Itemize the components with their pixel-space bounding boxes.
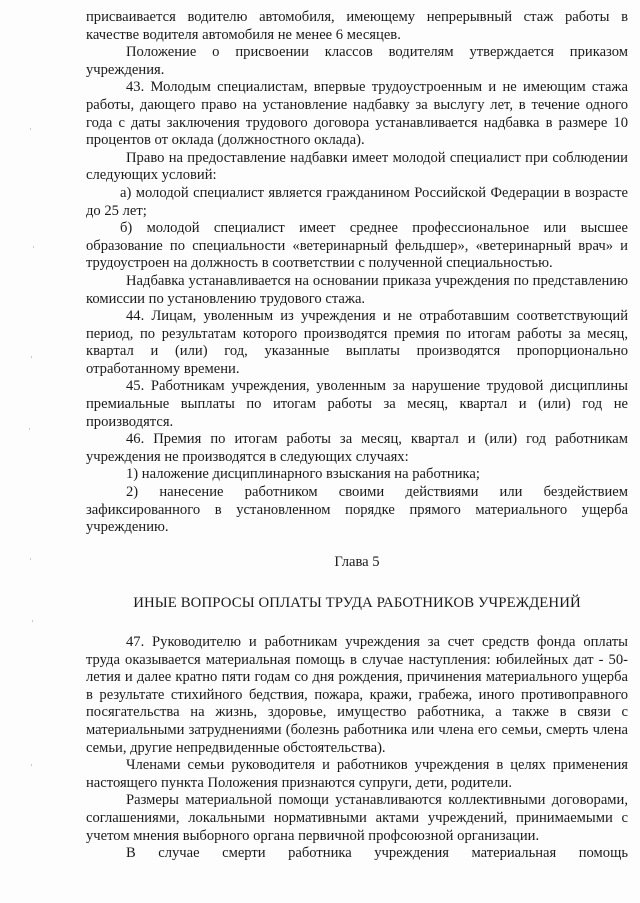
document-body [86, 9, 628, 863]
paragraph-allowance-order: Надбавка устанавливается на основании приказа учреждения по представлению комиссии по установлению трудового стажа. [86, 272, 628, 307]
paragraph-47-material-aid: 47. Руководителю и работникам учреждения за счет средств фонда оплаты труда оказывается материальная помощь в случае наступления: юбилейных дат - 50-летия и далее кратно пяти годам со дня рождения, причинения материального ущерба в результате стихийного бедствия, пожара, кражи, грабежа, иного противоправного посягательства на жизнь, здоровье, имущество работника, а также в связи с материальными затруднениями (болезнь работника или члена его семьи, смерть члена семьи, другие непредвиденные обстоятельства). [86, 634, 628, 756]
paragraph-death-of-employee: В случае смерти работника учреждения материальная помощь [126, 845, 628, 862]
paragraph-aid-amounts: Размеры материальной помощи устанавливаются коллективными договорами, соглашениями, локальными нормативными актами учреждений, принимаемыми с учетом мнения выборного органа первичной профсоюзной организации. [86, 792, 628, 844]
condition-a: а) молодой специалист является гражданином Российской Федерации в возрасте до 25 лет; [86, 184, 628, 219]
scan-speck [30, 558, 31, 560]
paragraph-46-bonus-exceptions: 46. Премия по итогам работы за месяц, квартал и (или) год работникам учреждения не производятся в следующих случаях: [86, 431, 628, 465]
scan-speck [33, 246, 34, 248]
chapter-title: ИНЫЕ ВОПРОСЫ ОПЛАТЫ ТРУДА РАБОТНИКОВ УЧРЕЖДЕНИЙ [133, 595, 581, 612]
spacer [86, 537, 628, 554]
chapter-label: Глава 5 [334, 553, 380, 570]
paragraph-45-discipline-violation: 45. Работникам учреждения, уволенным за нарушение трудовой дисциплины премиальные выплаты по итогам работы за месяц, квартал и (или) год не производятся. [86, 378, 628, 430]
scan-speck [30, 128, 31, 130]
paragraph-continuation-driver-class: присваивается водителю автомобиля, имеющему непрерывный стаж работы в качестве водителя автомобиля не менее 6 месяцев. [86, 9, 628, 43]
exception-item-2: 2) нанесение работником своими действиями или бездействием зафиксированного в установленном порядке прямого материального ущерба учреждению. [86, 484, 628, 536]
spacer [86, 571, 628, 595]
exception-item-1: 1) наложение дисциплинарного взыскания на работника; [126, 466, 480, 483]
scan-speck [32, 620, 33, 622]
scan-speck [29, 428, 30, 430]
condition-b: б) молодой специалист имеет среднее профессиональное или высшее образование по специальности «ветеринарный фельдшер», «ветеринарный врач» и трудоустроен на должность в соответствии с полученной специальностью. [86, 220, 628, 272]
scan-speck [31, 356, 32, 358]
paragraph-family-members: Членами семьи руководителя и работников учреждения в целях применения настоящего пункта Положения признаются супруги, дети, родители. [86, 757, 628, 791]
scan-speck [31, 764, 32, 766]
paragraph-44-dismissed-persons: 44. Лицам, уволенным из учреждения и не отработавшим соответствующий период, по результатам которого производятся премия по итогам работы за месяц, квартал и (или) год, указанные выплаты производятся пропорционально отработанному времени. [86, 308, 628, 377]
paragraph-allowance-conditions: Право на предоставление надбавки имеет молодой специалист при соблюдении следующих условий: [86, 149, 628, 184]
paragraph-driver-class-regulation: Положение о присвоении классов водителям утверждается приказом учреждения. [86, 44, 628, 78]
paragraph-43-young-specialists: 43. Молодым специалистам, впервые трудоустроенным и не имеющим стажа работы, дающего право на установление надбавку за выслугу лет, в течение одного года с даты заключения трудового договора устанавливается надбавка в размере 10 процентов от оклада (должностного оклада). [86, 79, 628, 149]
spacer [86, 613, 628, 634]
